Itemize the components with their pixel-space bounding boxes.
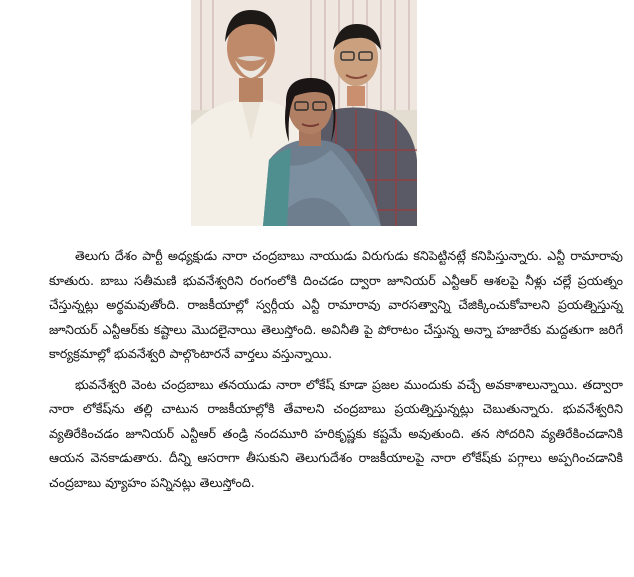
article-paragraph: తెలుగు దేశం పార్టీ అధ్యక్షుడు నారా చంద్రబాబు నాయుడు విరుగుడు కనిపెట్టినట్లే కనిపిస్తున్నారు. ఎన్టీ రామారావు కూతురు. బాబు సతీమణి భువనేశ్వరిని రంగంలోకి దించడం ద్వారా జూనియర్ ఎన్టీఆర్ ఆశలపై నీళ్లు చల్లే ప్రయత్నం చేస్తున్నట్లు అర్థమవుతోంది. రాజకీయాల్లో స్వర్గీయ ఎన్టీ రామారావు వారసత్వాన్ని చేజిక్కించుకోవాలని ప్రయత్నిస్తున్న జూనియర్ ఎన్టీఆర్‌కు కష్టాలు మొదలైనాయి తెలుస్తోంది. అవినీతి పై పోరాటం చేస్తున్న అన్నా హజారేకు మద్దతుగా జరిగే కార్యక్రమాల్లో భువనేశ్వరి పాల్గొంటారనే వార్తలు వస్తున్నాయి. xyxy=(49,248,623,361)
family-photo xyxy=(191,0,417,226)
article-body xyxy=(49,244,623,501)
article-paragraph: భువనేశ్వరి వెంట చంద్రబాబు తనయుడు నారా లోకేష్ కూడా ప్రజల ముందుకు వచ్చే అవకాశాలున్నాయి. తద్వారా నారా లోకేష్‌ను తల్లి చాటున రాజకీయాల్లోకి తేవాలని చంద్రబాబు ప్రయత్నిస్తున్నట్లు చెబుతున్నారు. భువనేశ్వరిని వ్యతిరేకించడం జూనియర్ ఎన్టీఆర్ తండ్రి నందమూరి హరికృష్ణకు కష్టమే అవుతుంది. తన సోదరిని వ్యతిరేకించడానికి ఆయన వెనకాడుతారు. దీన్ని ఆసరాగా తీసుకుని తెలుగుదేశం రాజకీయాలపై నారా లోకేష్‌కు పగ్గాలు అప్పగించడానికి చంద్రబాబు వ్యూహం పన్నినట్లు తెలుస్తోంది. xyxy=(49,376,623,490)
